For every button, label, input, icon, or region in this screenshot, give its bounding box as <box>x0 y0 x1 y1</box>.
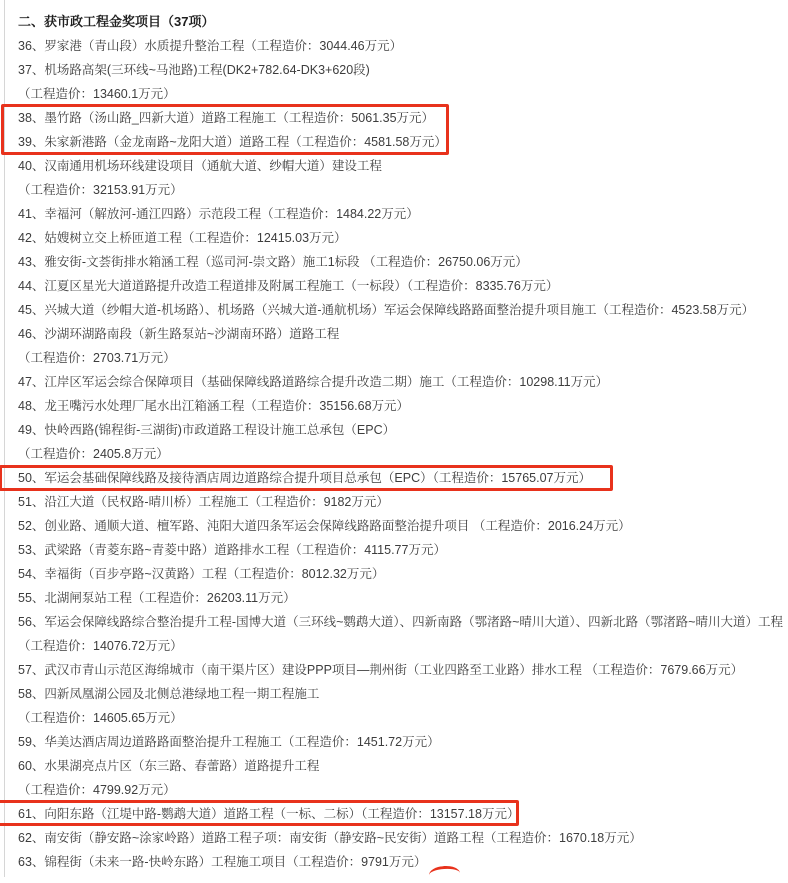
list-item-38: 38、墨竹路（汤山路_四新大道）道路工程施工（工程造价：5061.35万元） <box>18 111 435 125</box>
list-item-63: 63、锦程街（未来一路-快岭东路）工程施工项目（工程造价：9791万元） <box>18 855 427 869</box>
list-item-62: 62、南安街（静安路~涂家岭路）道路工程子项：南安街（静安路~民安街）道路工程（工程造价：1670.18万元） <box>18 831 642 845</box>
list-item-61: 61、向阳东路（江堤中路-鹦鹉大道）道路工程（一标、二标）（工程造价：13157.18万元） <box>18 807 520 821</box>
list-item-57: 57、武汉市青山示范区海绵城市（南干渠片区）建设PPP项目—荆州街（工业四路至工业路）排水工程 （工程造价：7679.66万元） <box>18 663 744 677</box>
list-item-55: 55、北湖闸泵站工程（工程造价：26203.11万元） <box>18 591 296 605</box>
list-item-49: 49、快岭西路(锦程街-三湖街)市政道路工程设计施工总承包（EPC） <box>18 423 396 437</box>
list-item-36: 36、罗家港（青山段）水质提升整治工程（工程造价：3044.46万元） <box>18 39 403 53</box>
list-item-43: 43、雅安街-文荟街排水箱涵工程（巡司河-崇文路）施工1标段 （工程造价：26750.06万元） <box>18 255 528 269</box>
list-item-37: 37、机场路高架(三环线~马池路)工程(DK2+782.64-DK3+620段) <box>18 63 370 77</box>
list-item-47: 47、江岸区军运会综合保障项目（基础保障线路道路综合提升改造二期）施工（工程造价：10298.11万元） <box>18 375 609 389</box>
list-item-42: 42、姑嫂树立交上桥匝道工程（工程造价：12415.03万元） <box>18 231 347 245</box>
list-item-41: 41、幸福河（解放河-通江四路）示范段工程（工程造价：1484.22万元） <box>18 207 419 221</box>
list-item-50: 50、军运会基础保障线路及接待酒店周边道路综合提升项目总承包（EPC）（工程造价：15765.07万元） <box>18 471 591 485</box>
list-item-44: 44、江夏区星光大道道路提升改造工程道排及附属工程施工（一标段）（工程造价：8335.76万元） <box>18 279 559 293</box>
list-item-56: 56、军运会保障线路综合整治提升工程-国博大道（三环线~鹦鹉大道）、四新南路（鄂渚路~晴川大道）、四新北路（鄂渚路~晴川大道）工程 <box>18 615 783 629</box>
list-item-58: 58、四新凤凰湖公园及北侧总港绿地工程一期工程施工 <box>18 687 320 701</box>
list-item-39: 39、朱家新港路（金龙南路~龙阳大道）道路工程（工程造价：4581.58万元） <box>18 135 447 149</box>
cost-line-56: （工程造价：14076.72万元） <box>18 639 183 653</box>
cost-line-40: （工程造价：32153.91万元） <box>18 183 183 197</box>
award-list-document <box>18 10 783 874</box>
left-border-line <box>4 0 5 877</box>
list-item-54: 54、幸福街（百步亭路~汉黄路）工程（工程造价：8012.32万元） <box>18 567 385 581</box>
list-item-53: 53、武梁路（青菱东路~青菱中路）道路排水工程（工程造价：4115.77万元） <box>18 543 446 557</box>
list-item-60: 60、水果湖亮点片区（东三路、春蕾路）道路提升工程 <box>18 759 320 773</box>
list-item-40: 40、汉南通用机场环线建设项目（通航大道、纱帽大道）建设工程 <box>18 159 382 173</box>
list-item-51: 51、沿江大道（民权路-晴川桥）工程施工（工程造价：9182万元） <box>18 495 389 509</box>
list-item-45: 45、兴城大道（纱帽大道-机场路）、机场路（兴城大道-通航机场）军运会保障线路路面整治提升项目施工（工程造价：4523.58万元） <box>18 303 755 317</box>
list-item-48: 48、龙王嘴污水处理厂尾水出江箱涵工程（工程造价：35156.68万元） <box>18 399 410 413</box>
cost-line-58: （工程造价：14605.65万元） <box>18 711 183 725</box>
list-item-52: 52、创业路、通顺大道、檀军路、沌阳大道四条军运会保障线路路面整治提升项目 （工程造价：2016.24万元） <box>18 519 631 533</box>
cost-line-46: （工程造价：2703.71万元） <box>18 351 176 365</box>
cost-line-60: （工程造价：4799.92万元） <box>18 783 176 797</box>
list-item-46: 46、沙湖环湖路南段（新生路泵站~沙湖南环路）道路工程 <box>18 327 340 341</box>
list-item-59: 59、华美达酒店周边道路路面整治提升工程施工（工程造价：1451.72万元） <box>18 735 440 749</box>
section-heading: 二、获市政工程金奖项目（37项） <box>18 14 215 29</box>
cost-line-49: （工程造价：2405.8万元） <box>18 447 169 461</box>
cost-line-37: （工程造价：13460.1万元） <box>18 87 176 101</box>
